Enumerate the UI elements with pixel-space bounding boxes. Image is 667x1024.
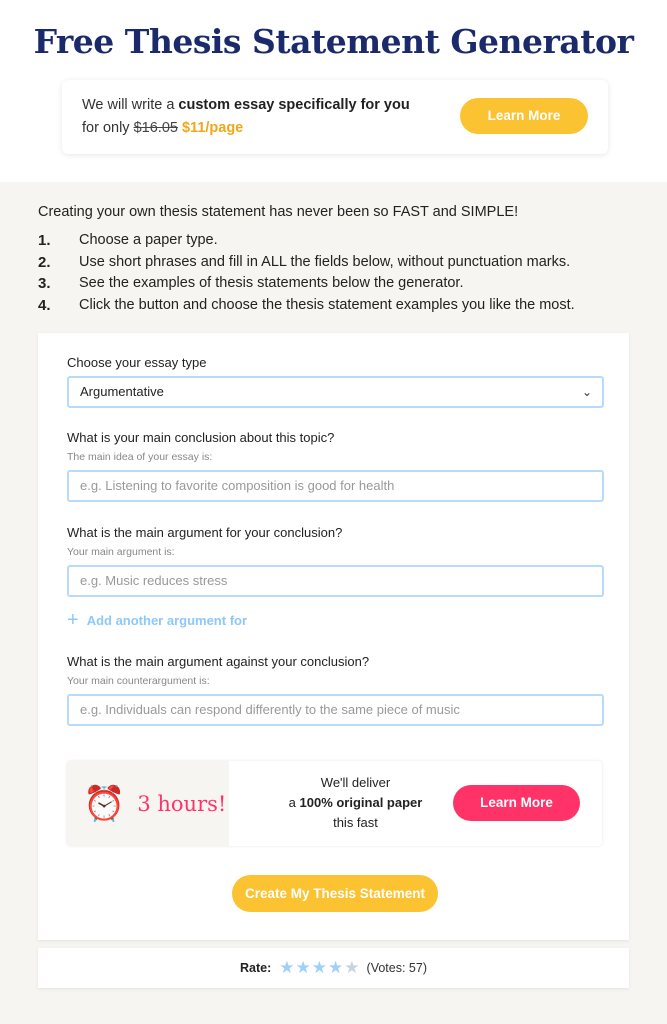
delivery-banner — [67, 761, 602, 846]
plus-icon: + — [67, 609, 79, 631]
old-price: $16.05 — [133, 120, 178, 136]
conclusion-label: What is your main conclusion about this topic? — [67, 430, 335, 445]
header — [0, 0, 667, 182]
star-icon[interactable]: ★ — [279, 958, 295, 977]
argument-for-input[interactable]: e.g. Music reduces stress — [67, 565, 604, 597]
page-title: Free Thesis Statement Generator — [33, 22, 634, 61]
essay-type-select[interactable] — [67, 376, 604, 408]
step-number: 3. — [38, 275, 51, 292]
steps-list — [38, 232, 629, 318]
essay-type-label: Choose your essay type — [67, 355, 207, 370]
promo-text: We will write a — [82, 97, 179, 113]
conclusion-sublabel: The main idea of your essay is: — [67, 451, 213, 463]
step-number: 4. — [38, 296, 51, 314]
votes-count: (Votes: 57) — [366, 961, 427, 975]
banner-line1: We'll deliver — [320, 775, 391, 790]
promo-bold: custom essay specifically for you — [178, 97, 410, 113]
step-text: Use short phrases and fill in ALL the fields below, without punctuation marks. — [79, 253, 571, 270]
banner-bold: 100% original paper — [299, 795, 423, 810]
chevron-down-icon: ⌄ — [581, 385, 592, 399]
step — [38, 297, 629, 319]
star-icon[interactable]: ★ — [295, 958, 311, 977]
step-number: 1. — [38, 232, 51, 249]
rate-label: Rate: — [240, 961, 272, 975]
new-price: $11/page — [181, 120, 244, 136]
banner-learn-more-button[interactable]: Learn More — [453, 785, 580, 821]
rating-bar — [38, 948, 629, 988]
argument-against-label: What is the main argument against your conclusion? — [67, 654, 370, 669]
intro-text: Creating your own thesis statement has never been so FAST and SIMPLE! — [38, 204, 519, 220]
hours-text: 3 hours! — [137, 791, 227, 816]
argument-for-label: What is the main argument for your conclusion? — [67, 525, 343, 540]
star-icon[interactable]: ★ — [311, 958, 328, 977]
step-text: Choose a paper type. — [79, 232, 218, 248]
alarm-clock-icon: ⏰ — [83, 784, 126, 823]
step-text: See the examples of thesis statements below the generator. — [79, 275, 464, 291]
banner-line2: a — [288, 795, 300, 810]
create-thesis-button[interactable]: Create My Thesis Statement — [232, 875, 438, 912]
step — [38, 275, 629, 297]
step-number: 2. — [38, 253, 51, 271]
banner-line3: this fast — [333, 815, 378, 830]
argument-against-sublabel: Your main counterargument is: — [67, 675, 210, 687]
argument-against-input[interactable]: e.g. Individuals can respond differently to the same piece of music — [67, 694, 604, 726]
argument-for-sublabel: Your main argument is: — [67, 546, 175, 558]
promo-text2: for only — [82, 120, 134, 136]
step — [38, 254, 629, 276]
step — [38, 232, 629, 254]
learn-more-button[interactable]: Learn More — [460, 98, 588, 134]
conclusion-input[interactable]: e.g. Listening to favorite composition is good for health — [67, 470, 604, 502]
star-rating — [279, 958, 360, 978]
essay-type-value: Argumentative — [80, 384, 164, 399]
promo-card — [62, 80, 608, 154]
add-argument-button[interactable] — [67, 609, 600, 632]
star-icon[interactable]: ★ — [328, 958, 344, 977]
add-argument-label: Add another argument for — [86, 613, 248, 628]
star-icon[interactable]: ★ — [344, 958, 360, 977]
generator-form — [38, 333, 629, 940]
step-text: Click the button and choose the thesis statement examples you like the most. — [79, 296, 575, 313]
